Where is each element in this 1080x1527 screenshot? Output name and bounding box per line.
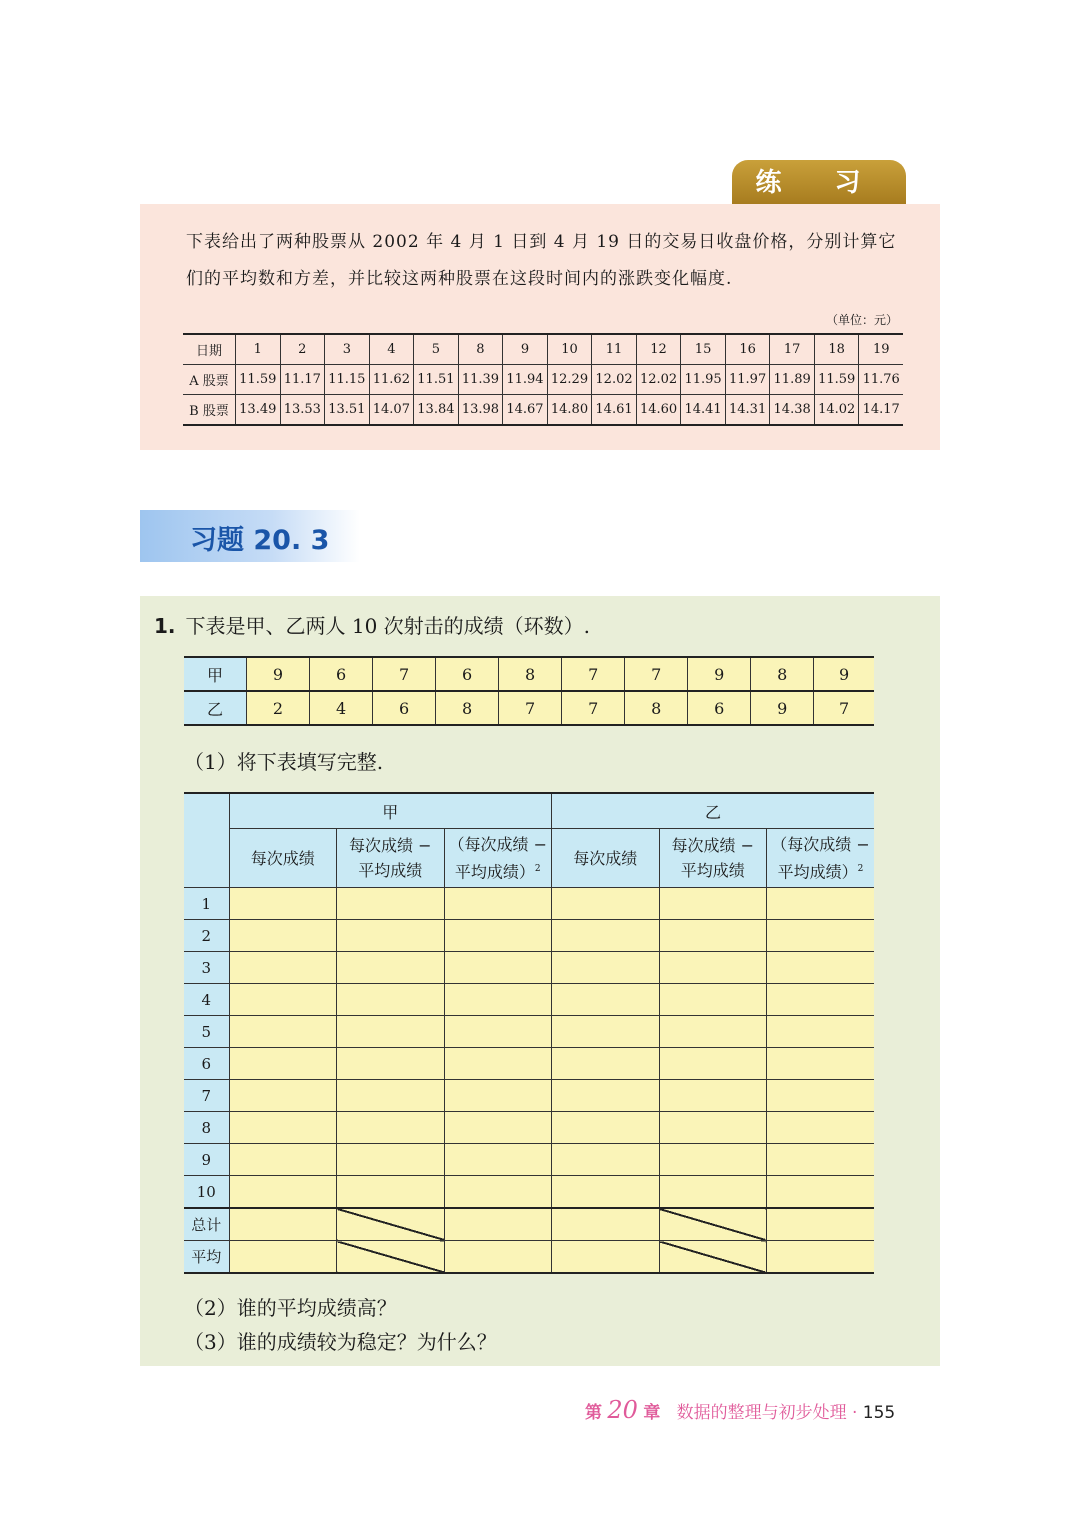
date-cell: 10 [547,334,592,365]
fill-row [184,952,874,984]
fill-cell[interactable] [444,952,552,984]
diagonal-cell [659,1241,767,1274]
fill-cell[interactable] [767,1048,875,1080]
fill-cell[interactable] [552,1144,660,1176]
fill-cell[interactable] [444,1241,552,1274]
price-cell: 11.97 [725,365,770,395]
fill-cell[interactable] [229,952,337,984]
fill-cell[interactable] [552,1112,660,1144]
fill-cell[interactable] [444,1112,552,1144]
fill-cell[interactable] [552,1241,660,1274]
fill-cell[interactable] [337,984,445,1016]
price-cell: 11.59 [236,365,281,395]
a-col-score: 每次成绩 [229,829,337,888]
price-cell: 13.51 [325,395,370,426]
row-index: 2 [184,920,229,952]
score-a-label: 甲 [184,657,247,691]
fill-cell[interactable] [229,1048,337,1080]
date-cell: 9 [503,334,548,365]
page-footer [585,1396,895,1424]
sub-question-3: （3）谁的成绩较为稳定？为什么？ [184,1330,497,1354]
chapter-title: 数据的整理与初步处理 · [676,1403,858,1423]
row-index: 9 [184,1144,229,1176]
score-cell: 6 [436,657,499,691]
fill-cell[interactable] [337,1144,445,1176]
fill-row [184,1176,874,1209]
fill-cell[interactable] [444,1176,552,1209]
practice-tab: 练 习 [732,160,906,204]
chapter-suffix: 章 [643,1403,661,1423]
price-cell: 11.76 [859,365,903,395]
fill-cell[interactable] [337,1112,445,1144]
score-cell: 9 [247,657,310,691]
page-number: 155 [862,1403,896,1423]
a-col-sq: （每次成绩 − 平均成绩）$^2$ [444,829,552,888]
price-cell: 14.31 [725,395,770,426]
row-index: 1 [184,888,229,920]
fill-cell[interactable] [552,984,660,1016]
fill-cell[interactable] [337,920,445,952]
score-cell: 7 [814,691,874,725]
row-index: 6 [184,1048,229,1080]
fill-cell[interactable] [444,1048,552,1080]
price-cell: 13.98 [458,395,503,426]
chapter-number: 20 [607,1396,638,1424]
price-cell: 13.49 [236,395,281,426]
price-cell: 14.07 [369,395,414,426]
fill-cell[interactable] [659,1112,767,1144]
date-cell: 1 [236,334,281,365]
fill-cell[interactable] [444,1080,552,1112]
question-1-text: 下表是甲、乙两人 10 次射击的成绩（环数）. [185,614,591,638]
fill-cell[interactable] [229,1016,337,1048]
fill-cell[interactable] [444,1208,552,1241]
total-row [184,1208,874,1241]
price-cell: 14.02 [814,395,859,426]
fill-cell[interactable] [659,1048,767,1080]
date-cell: 5 [414,334,459,365]
fill-cell[interactable] [552,1208,660,1241]
fill-cell[interactable] [337,1048,445,1080]
fill-cell[interactable] [659,888,767,920]
fill-cell[interactable] [767,1016,875,1048]
fill-cell[interactable] [444,888,552,920]
fill-cell[interactable] [659,984,767,1016]
price-cell: 14.61 [592,395,637,426]
fill-row [184,984,874,1016]
fill-cell[interactable] [767,1144,875,1176]
fill-cell[interactable] [767,1208,875,1241]
price-cell: 11.95 [681,365,726,395]
fill-row [184,1048,874,1080]
fill-cell[interactable] [444,984,552,1016]
price-cell: 11.15 [325,365,370,395]
score-cell: 8 [499,657,562,691]
date-cell: 3 [325,334,370,365]
scores-table [184,656,874,726]
fill-cell[interactable] [659,1176,767,1209]
fill-cell[interactable] [444,1144,552,1176]
diagonal-cell [337,1208,445,1241]
diagonal-cell [337,1241,445,1274]
score-cell: 7 [562,657,625,691]
exercise-title: 习题 20. 3 [190,525,330,556]
corner-cell [184,793,229,888]
diagonal-cell [659,1208,767,1241]
price-cell: 11.39 [458,365,503,395]
score-cell: 8 [625,691,688,725]
price-cell: 14.80 [547,395,592,426]
date-cell: 17 [770,334,815,365]
practice-box [140,204,940,450]
fill-cell[interactable] [659,1016,767,1048]
score-cell: 7 [625,657,688,691]
price-cell: 14.38 [770,395,815,426]
group-a-header: 甲 [229,793,552,829]
date-cell: 18 [814,334,859,365]
fill-cell[interactable] [229,1208,337,1241]
price-cell: 14.60 [636,395,681,426]
group-b-header: 乙 [552,793,875,829]
row-index: 4 [184,984,229,1016]
fill-row [184,1016,874,1048]
score-cell: 6 [310,657,373,691]
price-cell: 14.67 [503,395,548,426]
price-cell: 12.29 [547,365,592,395]
score-cell: 6 [373,691,436,725]
price-cell: 13.53 [280,395,325,426]
fill-cell[interactable] [552,952,660,984]
row-index: 10 [184,1176,229,1209]
score-cell: 7 [562,691,625,725]
b-col-score: 每次成绩 [552,829,660,888]
score-cell: 9 [814,657,874,691]
average-row [184,1241,874,1274]
fill-cell[interactable] [229,1176,337,1209]
b-col-diff: 每次成绩 − 平均成绩 [659,829,767,888]
price-cell: 14.17 [859,395,903,426]
exercise-panel [140,596,940,1366]
fill-cell[interactable] [659,952,767,984]
fill-cell[interactable] [229,1112,337,1144]
fill-cell[interactable] [552,1048,660,1080]
score-b-label: 乙 [184,691,247,725]
fill-cell[interactable] [337,952,445,984]
fill-cell[interactable] [229,1144,337,1176]
score-cell: 7 [373,657,436,691]
date-cell: 11 [592,334,637,365]
fill-cell[interactable] [659,1080,767,1112]
score-cell: 8 [751,657,814,691]
question-1 [154,610,590,639]
total-label: 总计 [184,1208,229,1241]
fill-cell[interactable] [767,920,875,952]
fill-cell[interactable] [444,920,552,952]
stock-b-label: B 股票 [183,395,236,426]
fill-cell[interactable] [337,1016,445,1048]
price-cell: 11.94 [503,365,548,395]
score-cell: 9 [688,657,751,691]
fill-cell[interactable] [552,1016,660,1048]
average-label: 平均 [184,1241,229,1274]
price-cell: 13.84 [414,395,459,426]
score-cell: 2 [247,691,310,725]
fill-cell[interactable] [337,888,445,920]
price-cell: 14.41 [681,395,726,426]
fill-cell[interactable] [659,920,767,952]
fill-cell[interactable] [767,1241,875,1274]
price-cell: 12.02 [636,365,681,395]
fill-cell[interactable] [767,1176,875,1209]
fill-cell[interactable] [229,984,337,1016]
date-cell: 4 [369,334,414,365]
fill-cell[interactable] [552,920,660,952]
fill-cell[interactable] [552,1176,660,1209]
row-index: 3 [184,952,229,984]
fill-table [184,792,874,1274]
fill-cell[interactable] [767,1080,875,1112]
fill-row [184,920,874,952]
fill-cell[interactable] [229,1241,337,1274]
fill-cell[interactable] [659,1144,767,1176]
date-cell: 16 [725,334,770,365]
fill-cell[interactable] [767,1112,875,1144]
price-cell: 11.62 [369,365,414,395]
fill-cell[interactable] [552,888,660,920]
unit-label: （单位：元） [825,313,898,327]
date-cell: 15 [681,334,726,365]
practice-text: 下表给出了两种股票从 2002 年 4 月 1 日到 4 月 19 日的交易日收盘价格，分别计算它们的平均数和方差，并比较这两种股票在这段时间内的涨跌变化幅度. [186,232,897,289]
row-index: 7 [184,1080,229,1112]
price-cell: 11.17 [280,365,325,395]
fill-cell[interactable] [337,1176,445,1209]
date-cell: 12 [636,334,681,365]
price-cell: 11.59 [814,365,859,395]
fill-row [184,1080,874,1112]
chapter-prefix: 第 [585,1403,602,1423]
fill-cell[interactable] [444,1016,552,1048]
fill-row [184,1144,874,1176]
score-cell: 7 [499,691,562,725]
fill-cell[interactable] [229,1080,337,1112]
sub-question-1: （1）将下表填写完整. [184,750,384,774]
question-1-number: 1. [154,614,176,638]
fill-cell[interactable] [552,1080,660,1112]
price-cell: 11.51 [414,365,459,395]
row-index: 8 [184,1112,229,1144]
fill-cell[interactable] [337,1080,445,1112]
price-cell: 11.89 [770,365,815,395]
score-cell: 6 [688,691,751,725]
score-cell: 9 [751,691,814,725]
a-col-diff: 每次成绩 − 平均成绩 [337,829,445,888]
score-cell: 8 [436,691,499,725]
fill-cell[interactable] [229,888,337,920]
date-cell: 8 [458,334,503,365]
fill-cell[interactable] [767,888,875,920]
fill-cell[interactable] [767,952,875,984]
score-cell: 4 [310,691,373,725]
fill-cell[interactable] [767,984,875,1016]
date-cell: 19 [859,334,903,365]
exercise-title-bar [140,510,360,562]
stock-table [183,333,903,426]
date-header: 日期 [195,344,222,359]
b-col-sq: （每次成绩 − 平均成绩）$^2$ [767,829,875,888]
stock-a-label: A 股票 [183,365,236,395]
fill-row [184,1112,874,1144]
sub-question-2: （2）谁的平均成绩高？ [184,1296,397,1320]
price-cell: 12.02 [592,365,637,395]
fill-row [184,888,874,920]
row-index: 5 [184,1016,229,1048]
fill-cell[interactable] [229,920,337,952]
date-cell: 2 [280,334,325,365]
